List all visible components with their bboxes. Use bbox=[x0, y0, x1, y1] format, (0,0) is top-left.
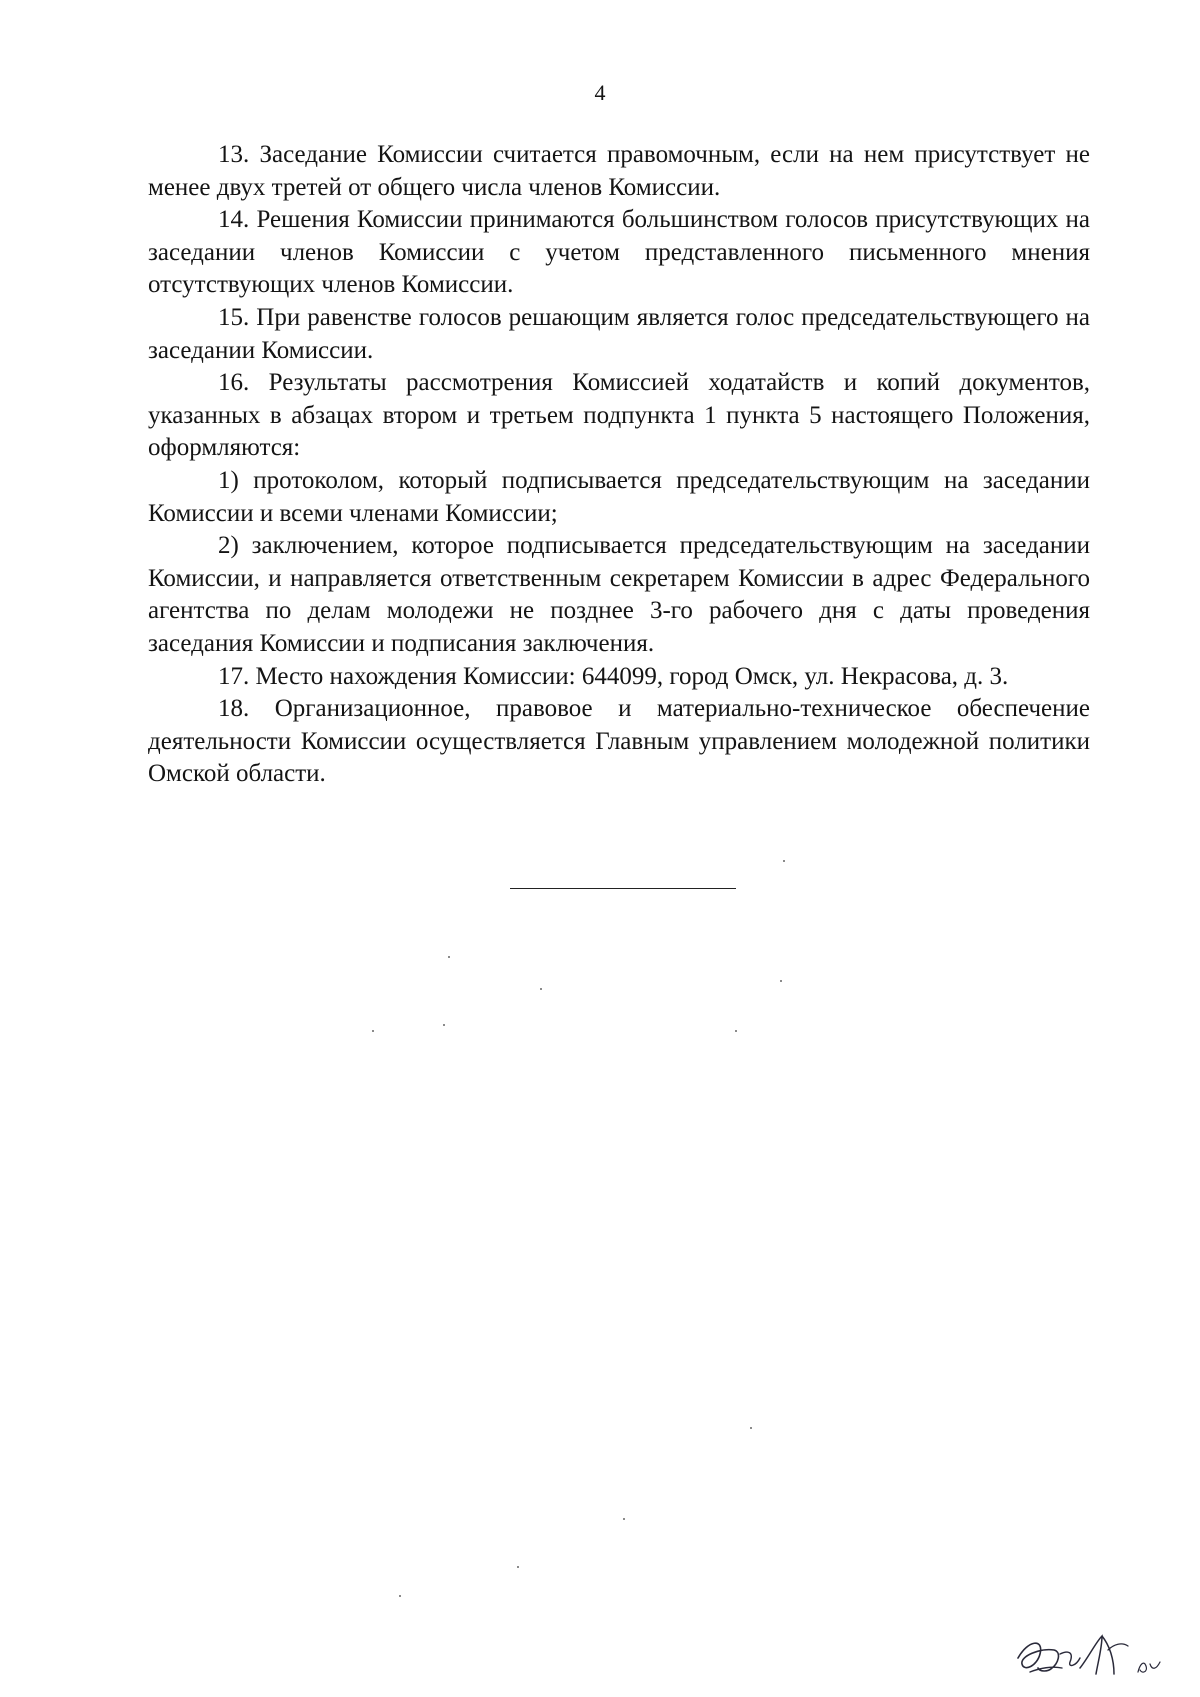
scan-speck bbox=[750, 1427, 752, 1429]
body-text bbox=[148, 139, 1090, 791]
scan-speck bbox=[517, 1566, 519, 1568]
paragraph-16: 16. Результаты рассмотрения Комиссией ходатайств и копий документов, указанных в абзацах втором и третьем подпункта 1 пункта 5 настоящего Положения, оформляются: bbox=[148, 369, 1090, 462]
scan-speck bbox=[623, 1518, 625, 1520]
scan-speck bbox=[540, 988, 542, 990]
scan-speck bbox=[783, 860, 785, 862]
paragraph-17: 17. Место нахождения Комиссии: 644099, город Омск, ул. Некрасова, д. 3. bbox=[218, 662, 1009, 690]
scan-speck bbox=[448, 956, 450, 958]
paragraph-16-item-1: 1) протоколом, который подписывается председательствующим на заседании Комиссии и всеми членами Комиссии; bbox=[148, 466, 1090, 527]
scan-speck bbox=[735, 1030, 737, 1032]
end-separator-line bbox=[510, 888, 736, 889]
scan-speck bbox=[780, 980, 782, 982]
paragraph-14: 14. Решения Комиссии принимаются большинством голосов присутствующих на заседании членов Комиссии с учетом представленного письменного мнения отсутствующих членов Комиссии. bbox=[148, 206, 1090, 299]
scan-speck bbox=[443, 1024, 445, 1026]
paragraph-18: 18. Организационное, правовое и материально-техническое обеспечение деятельности Комиссии осуществляется Главным управлением молодежной политики Омской области. bbox=[148, 695, 1090, 788]
page-number: 4 bbox=[594, 80, 606, 105]
initials-signature bbox=[1010, 1628, 1170, 1684]
paragraph-15: 15. При равенстве голосов решающим является голос председательствующего на заседании Комиссии. bbox=[148, 303, 1090, 364]
scan-speck bbox=[399, 1595, 401, 1597]
scan-speck bbox=[372, 1030, 374, 1032]
paragraph-16-item-2: 2) заключением, которое подписывается председательствующим на заседании Комиссии, и направляется ответственным секретарем Комиссии в адрес Федерального агентства по делам молодежи не позднее 3-го рабочего дня с даты проведения заседания Комиссии и подписания заключения. bbox=[148, 532, 1090, 657]
paragraph-13: 13. Заседание Комиссии считается правомочным, если на нем присутствует не менее двух третей от общего числа членов Комиссии. bbox=[148, 141, 1090, 201]
